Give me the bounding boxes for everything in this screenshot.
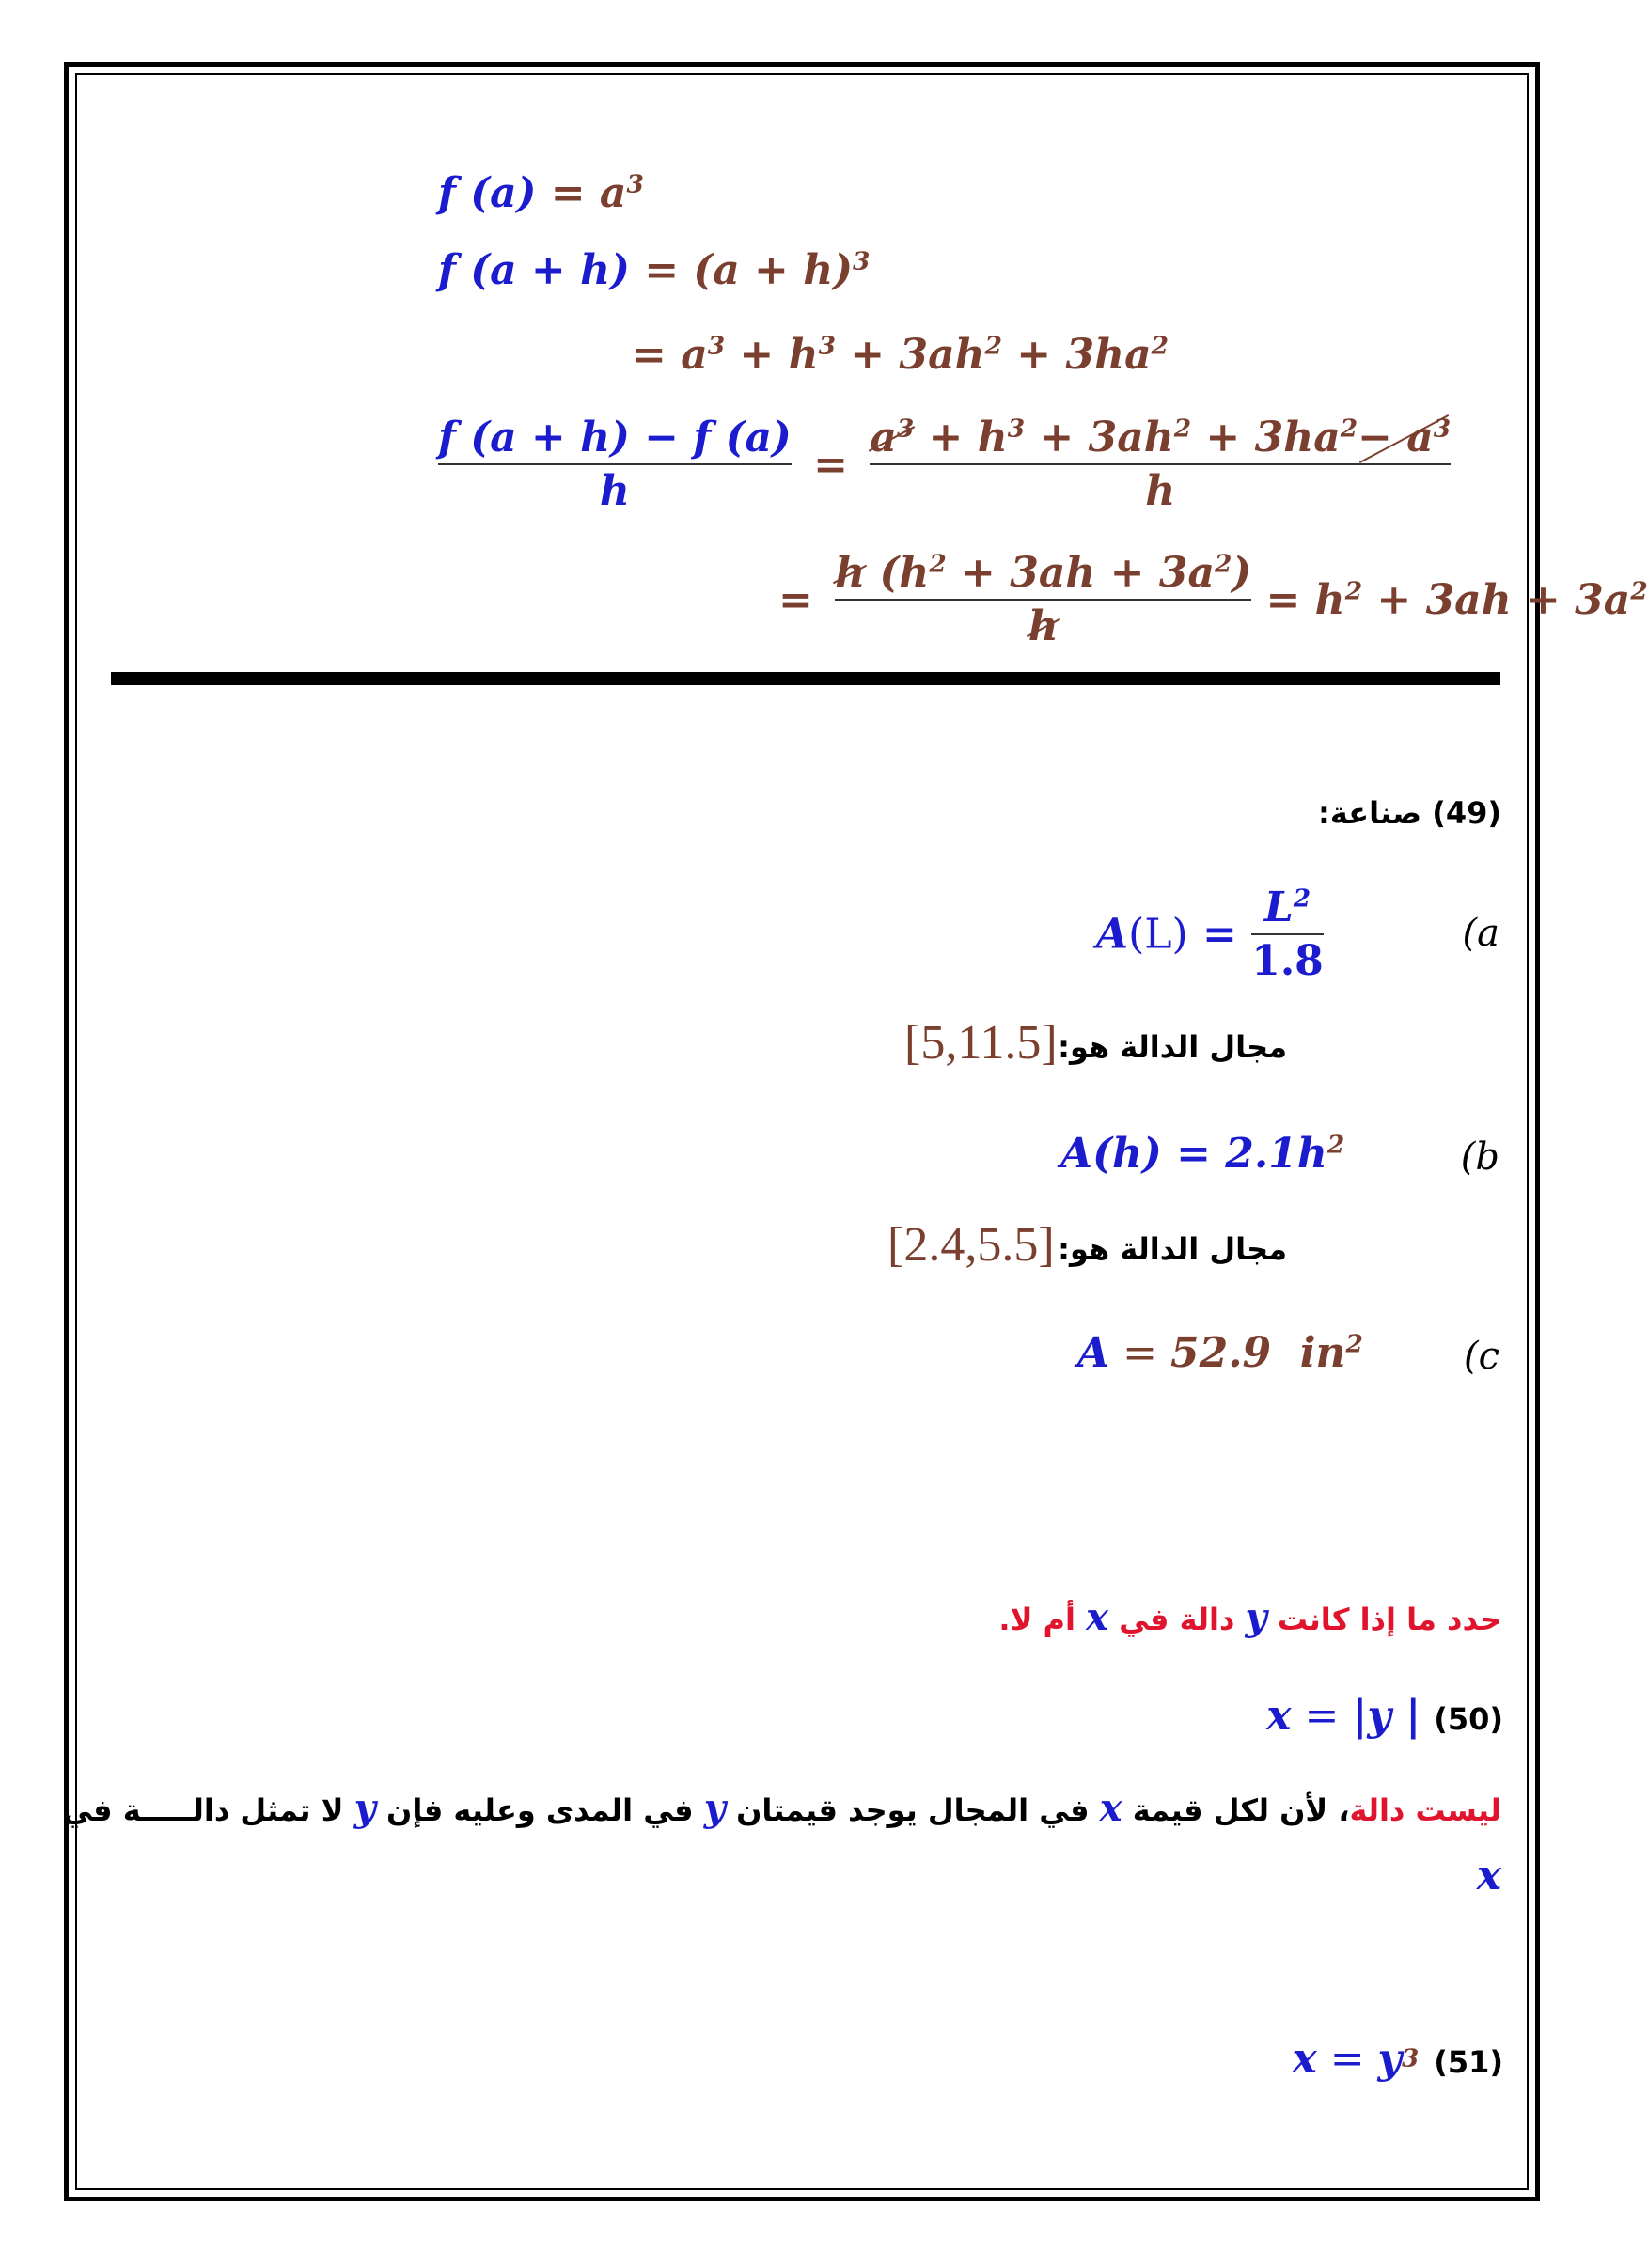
eq4-lhs-fraction <box>438 414 792 515</box>
eq4-n-e3: 2 <box>1173 414 1192 444</box>
q50-answer-part-3: في المدى وعليه فإن <box>375 1792 704 1828</box>
q50-answer-part-4: لا تمثل دالـــــة في <box>62 1792 354 1828</box>
eq2-rhs: (a + h) <box>693 246 854 294</box>
q49-b-equation <box>1060 1130 1344 1178</box>
q49-c-equation <box>1077 1329 1363 1377</box>
q49-a-bar <box>1251 933 1324 935</box>
q50-equals: = <box>1291 1692 1353 1740</box>
eq4-n-t1: a <box>870 414 897 461</box>
eq5-r-1: = h <box>1265 575 1345 624</box>
q50-answer-var-x: x <box>1099 1786 1122 1830</box>
q50-lhs: x <box>1266 1692 1292 1740</box>
q51-rhs: y <box>1377 2035 1403 2083</box>
eq4-n-t4: + 3ha <box>1191 414 1341 461</box>
eq1-exponent: 3 <box>626 169 644 199</box>
eq5-result <box>1266 576 1648 624</box>
q49-c-exponent: 2 <box>1345 1329 1363 1359</box>
section-divider <box>111 672 1500 685</box>
eq4-n-t3: + 3ah <box>1025 414 1174 461</box>
eq3-term-2: + h <box>725 331 819 379</box>
q49-b-domain-label: مجال الدالة هو: <box>1058 1231 1287 1267</box>
eq5-n-3: ) <box>1232 549 1252 597</box>
q49-a-label: (a <box>1462 912 1499 955</box>
eq5-cancel-h-bottom: h <box>1028 602 1059 650</box>
eq4-rhs-numerator <box>870 414 1451 461</box>
eq5-n-e2: 2 <box>1214 549 1232 579</box>
q49-a-num-var: L <box>1263 884 1294 931</box>
q50-verdict: ليست دالة <box>1349 1792 1501 1828</box>
equation-line-4 <box>438 414 1451 515</box>
q49-b-equals: = <box>1161 1130 1226 1178</box>
q51-label: (51) <box>1434 2044 1503 2080</box>
eq5-n-2: + 3ah + 3a <box>946 549 1215 597</box>
q49-a-domain-label: مجال الدالة هو: <box>1058 1029 1287 1065</box>
eq3-equals: = <box>632 331 682 379</box>
eq5-n-e1: 2 <box>929 549 947 579</box>
equation-line-5 <box>778 549 1648 650</box>
q49-a-domain-interval: [5,11.5] <box>904 1016 1058 1070</box>
q51-equals: = <box>1316 2035 1378 2083</box>
q49-a-num-exp: 2 <box>1293 884 1311 914</box>
eq4-cancel-a3-second <box>1358 414 1451 461</box>
equation-line-3 <box>632 331 1169 379</box>
eq5-cancel-h-top: h <box>835 549 866 597</box>
q49-a-equation <box>1096 884 1324 985</box>
q49-b-arg: (h) <box>1092 1130 1162 1178</box>
instruction <box>998 1595 1501 1639</box>
q50-answer-part-2: في المجال يوجد قيمتان <box>725 1792 1100 1828</box>
eq4-n-t6: a <box>1406 414 1434 461</box>
eq3-exp-1: 3 <box>707 331 726 361</box>
q49-b-domain-interval: [2.4,5.5] <box>887 1218 1055 1272</box>
eq4-lhs-numerator: f (a + h) − f (a) <box>438 414 792 461</box>
eq5-fraction <box>835 549 1251 650</box>
eq4-rhs-bar <box>870 463 1451 465</box>
eq4-n-e1: 3 <box>896 414 915 444</box>
eq5-r-2: + 3ah + 3a <box>1362 575 1631 624</box>
q49-c-equals: = <box>1109 1329 1170 1377</box>
eq4-n-t5: − <box>1358 414 1407 461</box>
equation-line-2 <box>438 246 870 294</box>
eq5-r-e1: 2 <box>1344 575 1363 605</box>
q50-answer-var-y: y <box>703 1786 726 1830</box>
q49-c-lhs: A <box>1077 1329 1110 1377</box>
eq4-rhs-fraction <box>870 414 1451 515</box>
eq5-numerator <box>835 549 1251 597</box>
q49-heading: (49) صناعة: <box>1318 795 1501 831</box>
instruction-part-2: دالة في <box>1107 1602 1246 1637</box>
q49-b-rhs: 2.1h <box>1225 1130 1327 1178</box>
eq3-term-4: + 3ha <box>1001 331 1152 379</box>
q50-answer-line-2: x <box>1476 1852 1501 1900</box>
q50-answer-part-1: ، لأن لكل قيمة <box>1122 1792 1350 1828</box>
eq4-n-t2: + h <box>914 414 1008 461</box>
q51-exponent: 3 <box>1402 2044 1420 2073</box>
q49-a-fraction <box>1251 884 1324 985</box>
q49-a-denominator: 1.8 <box>1251 937 1324 985</box>
q49-a-lhs: A <box>1096 910 1129 959</box>
eq4-equals: = <box>813 440 848 489</box>
eq4-cancel-a3-first <box>870 414 914 461</box>
q50-answer <box>62 1786 1501 1830</box>
eq2-equals: = <box>629 246 694 294</box>
eq4-n-e2: 3 <box>1007 414 1026 444</box>
q49-a-numerator <box>1251 884 1324 931</box>
eq1-lhs: f (a) <box>438 169 537 217</box>
q49-a-arg: (L) <box>1128 910 1188 959</box>
eq3-term-3: + 3ah <box>835 331 985 379</box>
eq2-exponent: 3 <box>853 246 871 276</box>
q49-c-rhs: 52.9 in <box>1169 1329 1346 1377</box>
q50-rhs: |y | <box>1352 1692 1421 1740</box>
eq4-rhs-denominator: h <box>1145 467 1176 515</box>
q49-b-exponent: 2 <box>1326 1130 1345 1160</box>
instruction-var-x: x <box>1086 1595 1108 1639</box>
q49-c-label: (c <box>1463 1335 1499 1378</box>
instruction-part-1: حدد ما إذا كانت <box>1266 1602 1501 1637</box>
q51 <box>1292 2035 1503 2083</box>
q50-answer-var-y2: y <box>353 1786 376 1830</box>
equation-line-1 <box>438 169 644 217</box>
eq1-equals: = <box>536 169 600 217</box>
q49-a-equals: = <box>1187 910 1252 959</box>
eq5-equals: = <box>778 575 813 624</box>
instruction-var-y: y <box>1245 1595 1267 1639</box>
eq4-n-e6: 3 <box>1433 414 1452 444</box>
instruction-part-3: أم لا. <box>998 1602 1087 1637</box>
eq5-n-1: (h <box>865 549 930 597</box>
eq5-bar <box>835 599 1251 601</box>
eq5-r-e2: 2 <box>1630 575 1648 605</box>
q49-b-label: (b <box>1460 1135 1499 1179</box>
eq3-exp-4: 2 <box>1151 331 1169 361</box>
eq4-n-e4: 2 <box>1340 414 1358 444</box>
eq3-exp-3: 2 <box>984 331 1002 361</box>
q50 <box>1266 1692 1503 1740</box>
q49-b-lhs: A <box>1060 1130 1093 1178</box>
eq3-term-1: a <box>681 331 708 379</box>
eq4-lhs-bar <box>438 463 792 465</box>
eq2-lhs: f (a + h) <box>438 246 630 294</box>
eq4-lhs-denominator: h <box>599 467 630 515</box>
eq1-rhs: a <box>599 169 627 217</box>
q50-label: (50) <box>1434 1701 1503 1737</box>
q51-lhs: x <box>1292 2035 1317 2083</box>
eq3-exp-2: 3 <box>818 331 836 361</box>
